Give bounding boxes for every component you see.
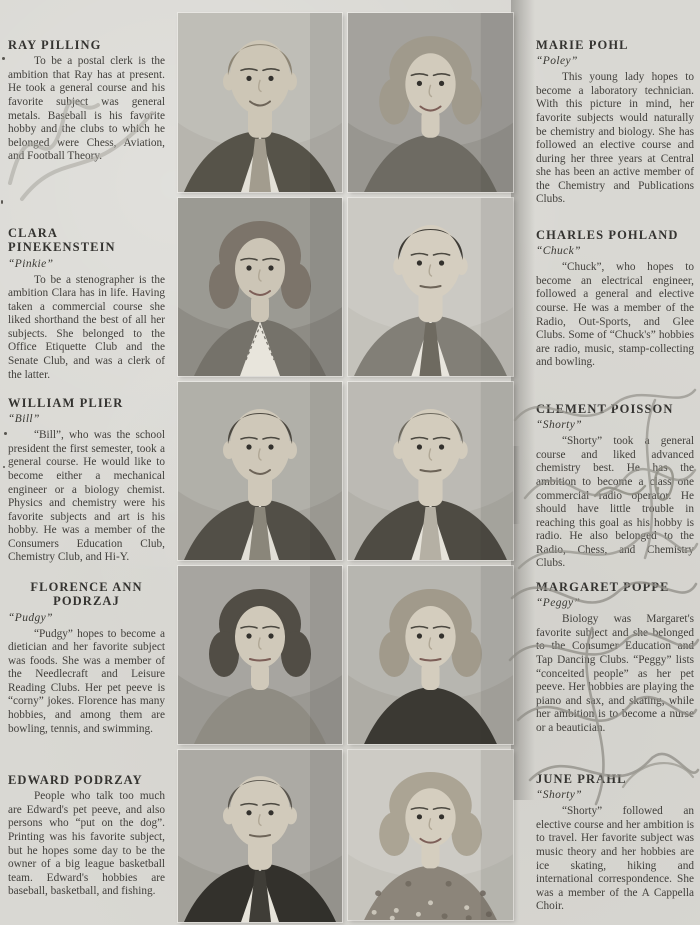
bio-florence-podrzaj <box>8 580 165 736</box>
student-nickname: “Peggy” <box>536 597 581 610</box>
student-nickname: “Pinkie” <box>8 257 54 270</box>
ink-speck <box>4 432 7 435</box>
portrait-ray-pilling <box>178 13 342 192</box>
ink-speck <box>2 57 5 60</box>
student-bio: “Chuck”, who hopes to become an electrical engineer, followed a general and elective course. He was a member of the Radio, Out-Sports, and Glee Clubs. Some of “Chuck's” hobbies are radio, music, stamp-collecting and bowling. <box>536 261 694 369</box>
portrait-william-plier <box>178 382 342 560</box>
page-gutter-shadow <box>511 0 535 800</box>
student-nickname: “Pudgy” <box>8 611 53 624</box>
student-name: CLARA PINEKENSTEIN <box>8 226 116 255</box>
student-bio: “Bill”, who was the school president the first semester, took a general course. He would like to become either a mechanical engineer or a biology chemist. Physics and chemistry were his favorite subjects and art is his hobby. He was a member of the Consumers Education Club, Chemistry Club, and Hi-Y. <box>8 429 165 564</box>
bio-clement-poisson <box>536 402 694 571</box>
bio-ray-pilling <box>8 38 165 164</box>
student-bio: Biology was Margaret's favorite subject and she belonged to the Consumer Education and Tap Dancing Clubs. “Peggy” lists “conceited people” as her pet peeve. Her hobbies are playing the piano and sax, and skating, while her ambition is to become a nurse or a beautician. <box>536 613 694 734</box>
student-name: WILLIAM PLIER <box>8 396 124 410</box>
bio-william-plier <box>8 396 165 565</box>
portrait-charles-pohland <box>348 198 513 376</box>
bio-clara-pinekenstein <box>8 226 165 382</box>
student-bio: “Shorty” followed an elective course and her ambition is to travel. Her favorite subject was music theory and her hobbies are ice skating, hiking and international correspondence. She was a member of the A Cappella Choir. <box>536 805 694 913</box>
bio-june-prahl <box>536 772 694 914</box>
ink-speck <box>1 200 3 204</box>
student-bio: This young lady hopes to become a laboratory technician. With this picture in mind, her favorite subjects would naturally be chemistry and biology. She has followed an elective course and during her three years at Central she has been an active member of the Chemistry and Publications Clubs. <box>536 71 694 206</box>
student-nickname: “Shorty” <box>536 419 583 432</box>
student-bio: To be a stenographer is the ambition Clara has in life. Having taken a commercial course she liked shorthand the best of all her subjects. She belonged to the Office Etiquette Club and the Senate Club, and was a clerk of the latter. <box>8 273 165 381</box>
student-nickname: “Shorty” <box>536 789 583 802</box>
student-name: CLEMENT POISSON <box>536 402 674 416</box>
bio-edward-podrzay <box>8 773 165 899</box>
student-nickname: “Poley” <box>536 55 578 68</box>
bio-margaret-poppe <box>536 580 694 735</box>
bio-marie-pohl <box>536 38 694 207</box>
portrait-clara-pinekenstein <box>178 198 342 376</box>
student-bio: People who talk too much are Edward's pet peeve, and also persons who “put on the dog”. Printing was his favorite subject, but he hopes some day to be the owner of a big league basketball team. Edward's hobbies are baseball, basketball, and fishing. <box>8 790 165 898</box>
student-name: JUNE PRAHL <box>536 772 627 786</box>
student-name: CHARLES POHLAND <box>536 228 679 242</box>
student-name: MARIE POHL <box>536 38 629 52</box>
student-bio: To be a postal clerk is the ambition that Ray has at present. He took a general course and his favorite subject was general metals. Baseball is his favorite hobby and the clubs to which he belonged were Chess, Aviation, and Football Theory. <box>8 55 165 163</box>
portrait-clement-poisson <box>348 382 513 560</box>
portrait-florence-podrzaj <box>178 566 342 744</box>
ink-speck <box>3 466 5 468</box>
portrait-marie-pohl <box>348 13 513 192</box>
portrait-margaret-poppe <box>348 566 513 744</box>
student-name: RAY PILLING <box>8 38 102 52</box>
student-name: EDWARD PODRZAY <box>8 773 143 787</box>
portrait-edward-podrzay <box>178 750 342 922</box>
student-name: MARGARET POPPE <box>536 580 670 594</box>
portrait-june-prahl <box>348 750 513 920</box>
bio-charles-pohland <box>536 228 694 370</box>
student-nickname: “Chuck” <box>536 245 581 258</box>
student-bio: “Pudgy” hopes to become a dietician and her favorite subject was foods. She was a member of the Needlecraft and Leisure Reading Clubs. Her pet peeve is “corny” jokes. Florence has many hobbies, and among them are bowling, tennis, and swimming. <box>8 627 165 735</box>
student-nickname: “Bill” <box>8 413 40 426</box>
student-name: FLORENCE ANN PODRZAJ <box>30 580 143 609</box>
student-bio: “Shorty” took a general course and liked advanced chemistry best. He has the ambition to become a class one commercial radio operator. He should have little trouble in reaching this goal as his hobby is radio. He also belonged to the Radio, Chess, and Chemistry Clubs. <box>536 435 694 570</box>
